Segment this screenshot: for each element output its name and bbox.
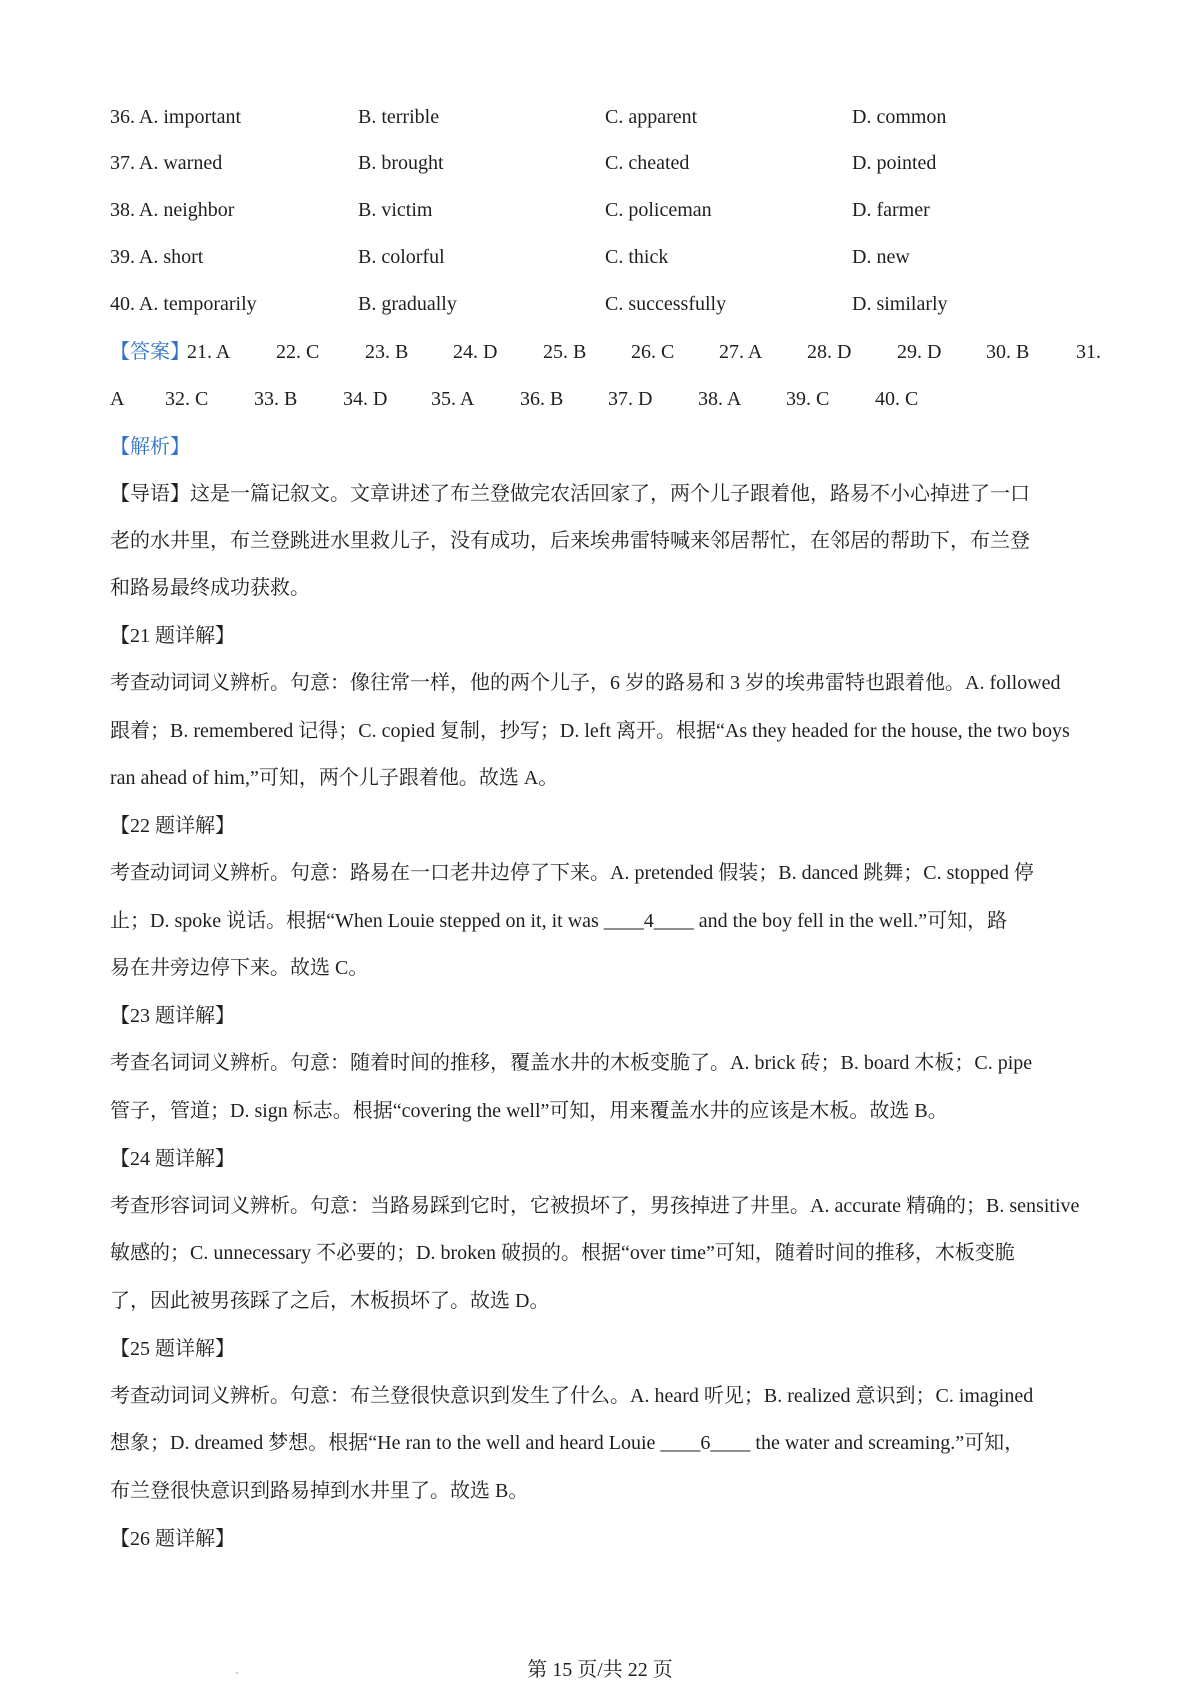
section-line: 敏感的；C. unnecessary 不必要的；D. broken 破损的。根据“over time”可知，随着时间的推移，木板变脆 bbox=[110, 1242, 1015, 1264]
section-heading-24: 【24 题详解】 bbox=[110, 1148, 235, 1170]
section-line: 考查动词词义辨析。句意：路易在一口老井边停了下来。A. pretended 假装；B. danced 跳舞；C. stopped 停 bbox=[110, 862, 1034, 884]
section-line: 易在井旁边停下来。故选 C。 bbox=[110, 957, 369, 979]
section-line: ran ahead of him,”可知，两个儿子跟着他。故选 A。 bbox=[110, 767, 559, 789]
section-line: 了，因此被男孩踩了之后，木板损坏了。故选 D。 bbox=[110, 1290, 550, 1312]
answer-item: 37. D bbox=[608, 388, 653, 410]
option-c: C. apparent bbox=[605, 106, 698, 128]
answer-item: 23. B bbox=[365, 341, 409, 363]
section-line: 想象；D. dreamed 梦想。根据“He ran to the well and heard Louie ____6____ the water and screaming.”可知， bbox=[110, 1432, 1025, 1454]
option-row-40 bbox=[110, 289, 1110, 319]
option-b: B. terrible bbox=[358, 106, 440, 128]
option-row-39 bbox=[110, 242, 1110, 272]
option-c: C. successfully bbox=[605, 293, 727, 315]
section-heading-26: 【26 题详解】 bbox=[110, 1528, 235, 1550]
section-line: 考查动词词义辨析。句意：布兰登很快意识到发生了什么。A. heard 听见；B. realized 意识到；C. imagined bbox=[110, 1385, 1034, 1407]
answer-item: 34. D bbox=[343, 388, 388, 410]
section-line: 管子，管道；D. sign 标志。根据“covering the well”可知，用来覆盖水井的应该是木板。故选 B。 bbox=[110, 1100, 948, 1122]
option-b: B. brought bbox=[358, 152, 444, 174]
section-heading-21: 【21 题详解】 bbox=[110, 625, 235, 647]
answer-item: 22. C bbox=[276, 341, 320, 363]
option-c: C. policeman bbox=[605, 199, 712, 221]
intro-line: 老的水井里，布兰登跳进水里救儿子，没有成功，后来埃弗雷特喊来邻居帮忙，在邻居的帮助下，布兰登 bbox=[110, 530, 1030, 552]
section-heading-25: 【25 题详解】 bbox=[110, 1338, 235, 1360]
answer-item: 33. B bbox=[254, 388, 298, 410]
answer-item: 36. B bbox=[520, 388, 564, 410]
section-line: 考查动词词义辨析。句意：像往常一样，他的两个儿子，6 岁的路易和 3 岁的埃弗雷特也跟着他。A. followed bbox=[110, 672, 1061, 694]
option-a: 39. A. short bbox=[110, 246, 204, 268]
answer-item: 26. C bbox=[631, 341, 675, 363]
answer-item: 30. B bbox=[986, 341, 1030, 363]
answer-item: 21. A bbox=[187, 341, 231, 363]
option-row-38 bbox=[110, 195, 1110, 225]
answer-item: 35. A bbox=[431, 388, 475, 410]
answer-row-1 bbox=[110, 337, 1110, 367]
option-d: D. pointed bbox=[852, 152, 937, 174]
answer-item: 39. C bbox=[786, 388, 830, 410]
option-d: D. similarly bbox=[852, 293, 948, 315]
answer-row-2 bbox=[110, 384, 1110, 414]
section-line: 跟着；B. remembered 记得；C. copied 复制，抄写；D. left 离开。根据“As they headed for the house, the two boys bbox=[110, 720, 1070, 742]
section-heading-23: 【23 题详解】 bbox=[110, 1005, 235, 1027]
option-d: D. new bbox=[852, 246, 910, 268]
option-row-36 bbox=[110, 102, 1110, 132]
answer-item: 31. bbox=[1076, 341, 1101, 363]
answer-item: 24. D bbox=[453, 341, 498, 363]
option-a: 40. A. temporarily bbox=[110, 293, 257, 315]
option-a: 36. A. important bbox=[110, 106, 242, 128]
section-line: 止；D. spoke 说话。根据“When Louie stepped on it, it was ____4____ and the boy fell in the well.”可知，路 bbox=[110, 910, 1008, 932]
option-b: B. gradually bbox=[358, 293, 457, 315]
answer-item: 25. B bbox=[543, 341, 587, 363]
answer-item: 40. C bbox=[875, 388, 919, 410]
section-line: 考查名词词义辨析。句意：随着时间的推移，覆盖水井的木板变脆了。A. brick 砖；B. board 木板；C. pipe bbox=[110, 1052, 1033, 1074]
section-line: 考查形容词词义辨析。句意：当路易踩到它时，它被损坏了，男孩掉进了井里。A. accurate 精确的；B. sensitive bbox=[110, 1195, 1080, 1217]
section-line: 布兰登很快意识到路易掉到水井里了。故选 B。 bbox=[110, 1480, 529, 1502]
answer-item: A bbox=[110, 388, 125, 410]
answer-item: 27. A bbox=[719, 341, 763, 363]
answer-label: 【答案】 bbox=[110, 341, 190, 363]
answer-item: 32. C bbox=[165, 388, 209, 410]
option-a: 38. A. neighbor bbox=[110, 199, 235, 221]
intro-line: 【导语】这是一篇记叙文。文章讲述了布兰登做完农活回家了，两个儿子跟着他，路易不小心掉进了一口 bbox=[110, 483, 1030, 505]
option-d: D. farmer bbox=[852, 199, 930, 221]
answer-item: 29. D bbox=[897, 341, 942, 363]
option-b: B. colorful bbox=[358, 246, 445, 268]
option-a: 37. A. warned bbox=[110, 152, 223, 174]
option-b: B. victim bbox=[358, 199, 433, 221]
option-c: C. cheated bbox=[605, 152, 690, 174]
section-heading-22: 【22 题详解】 bbox=[110, 815, 235, 837]
analysis-label: 【解析】 bbox=[110, 436, 190, 458]
answer-item: 38. A bbox=[698, 388, 742, 410]
answer-item: 28. D bbox=[807, 341, 852, 363]
option-d: D. common bbox=[852, 106, 947, 128]
intro-line: 和路易最终成功获救。 bbox=[110, 577, 310, 599]
option-c: C. thick bbox=[605, 246, 669, 268]
page-footer: 第 15 页/共 22 页 bbox=[527, 1659, 673, 1681]
option-row-37 bbox=[110, 148, 1110, 178]
